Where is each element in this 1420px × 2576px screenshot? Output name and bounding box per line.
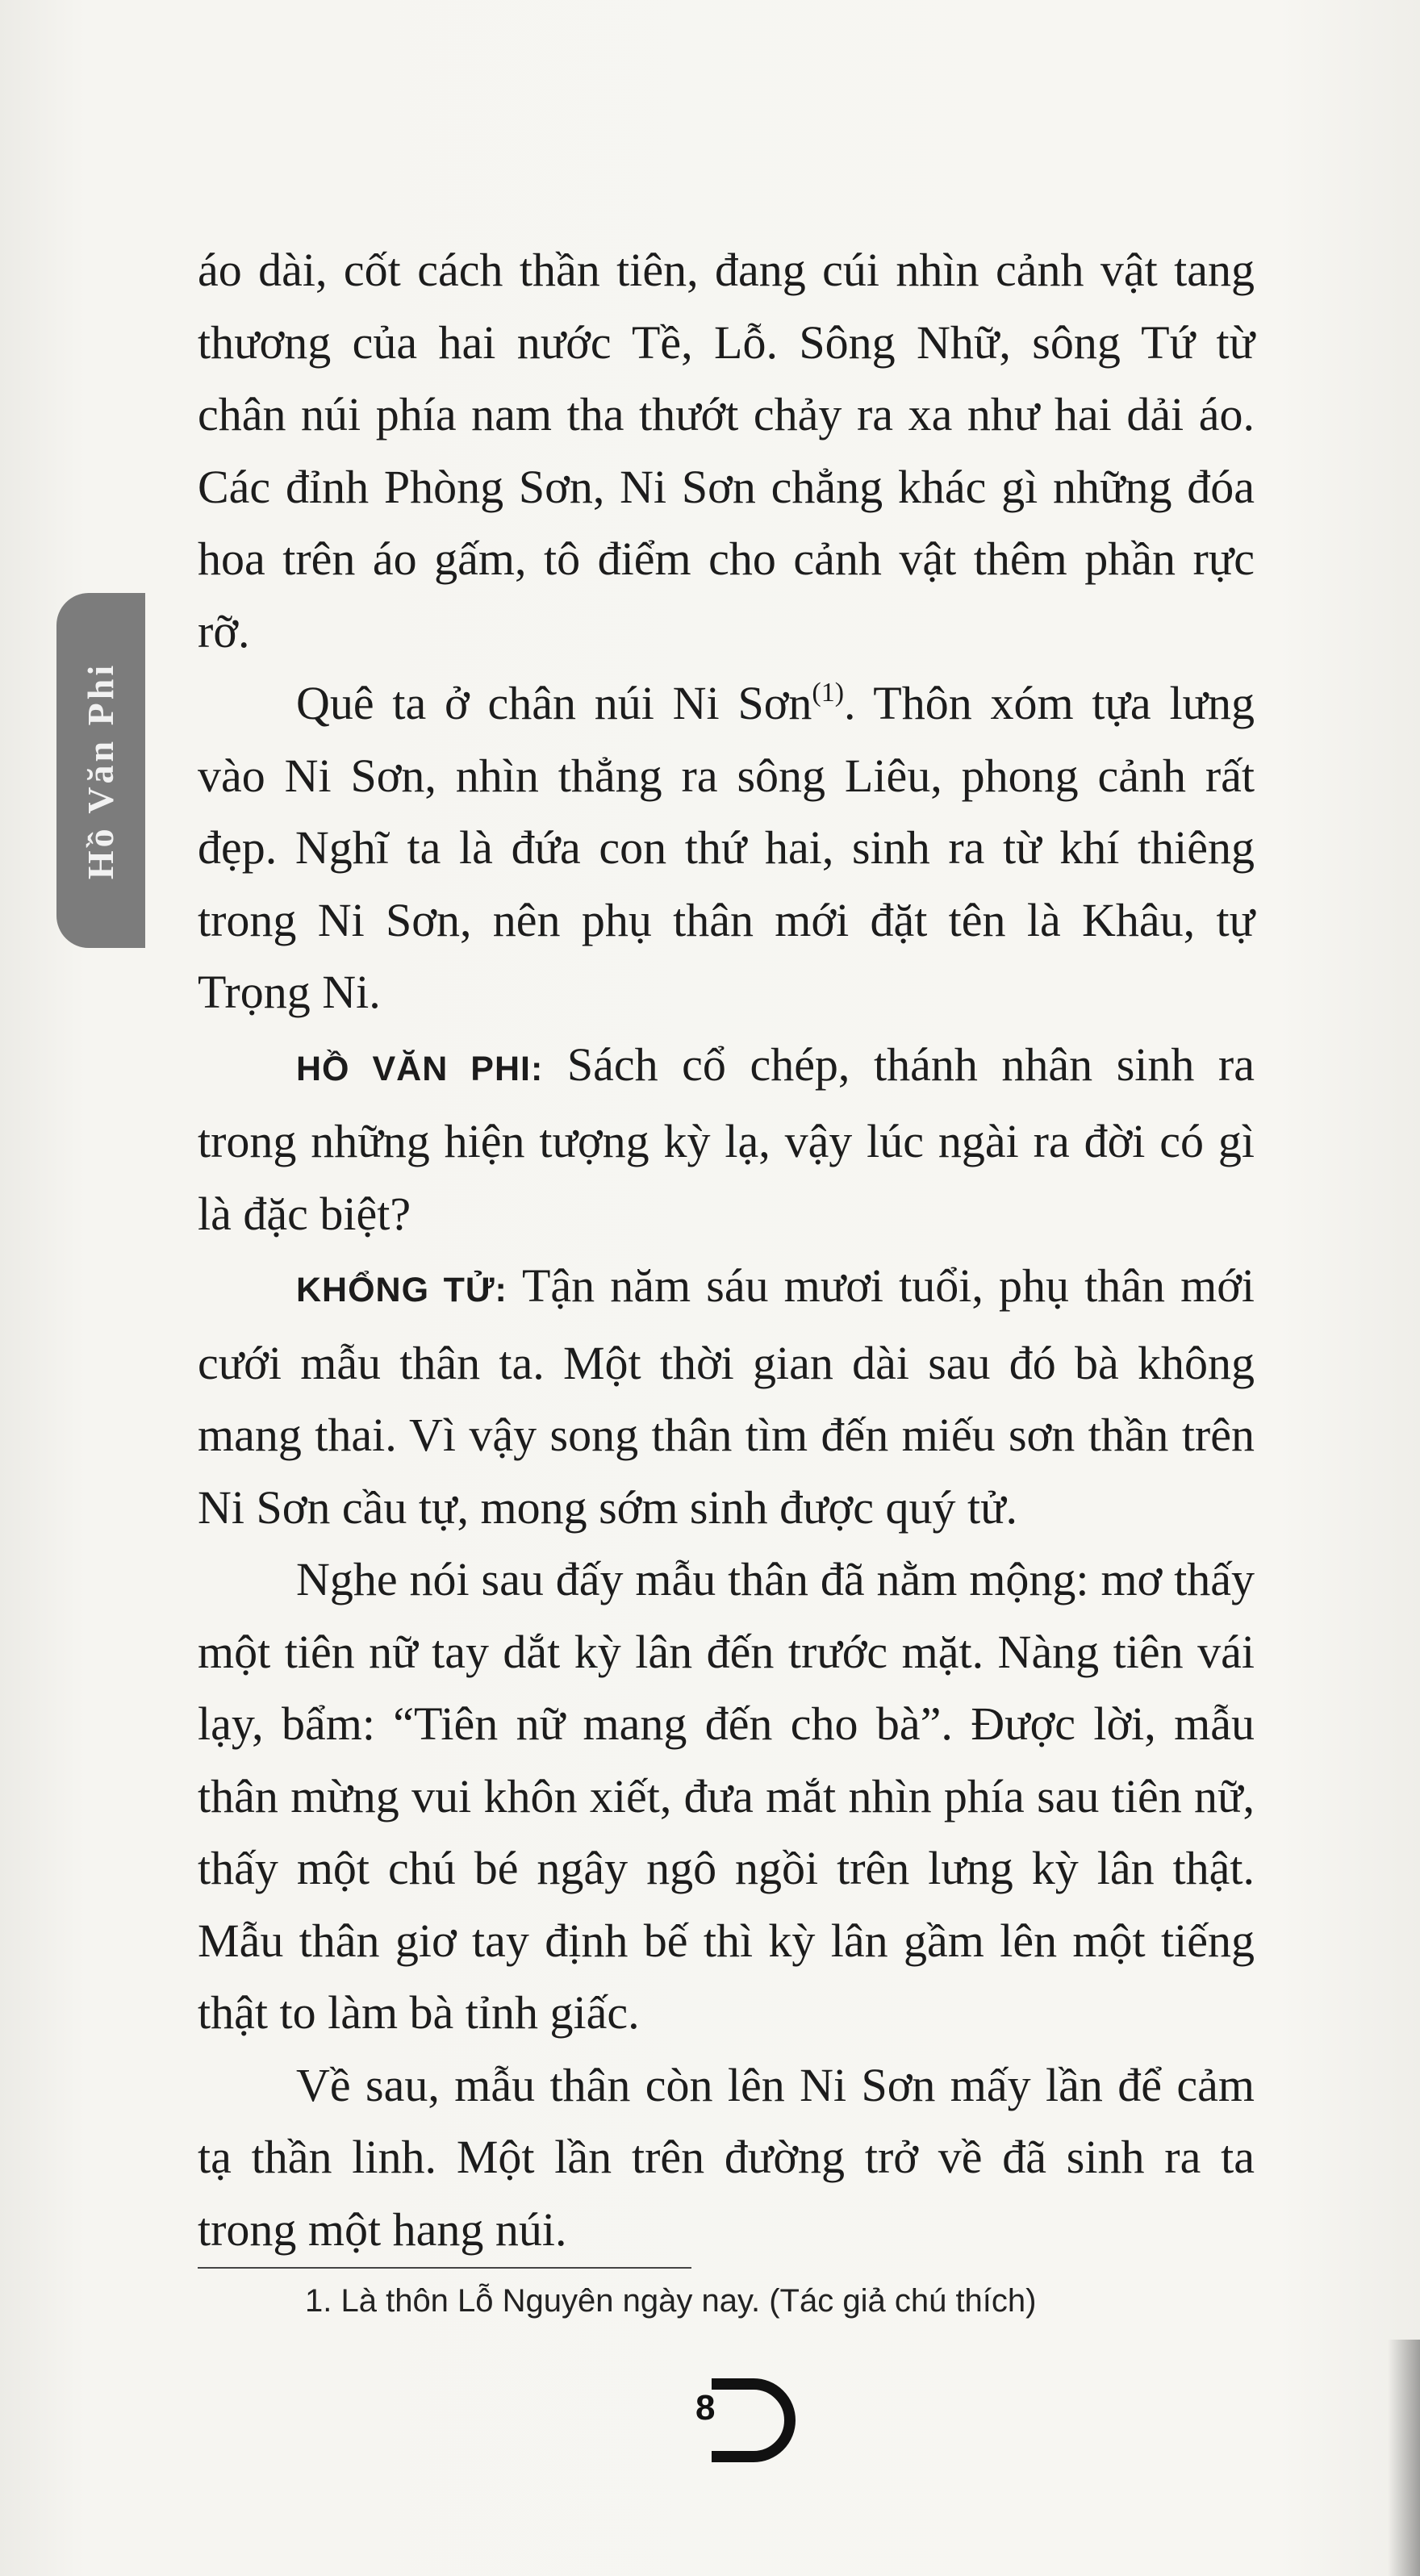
author-side-tab-label: Hồ Văn Phi (80, 662, 122, 879)
paragraph-4: KHỔNG TỬ: Tận năm sáu mươi tuổi, phụ thân mới cưới mẫu thân ta. Một thời gian dài sau đó bà không mang thai. Vì vậy song thân tìm đến miếu sơn thần trên Ni Sơn cầu tự, mong sớm sinh được quý tử. (198, 1259, 1255, 1534)
speaker-label: KHỔNG TỬ: (296, 1271, 507, 1309)
page-number: 8 (695, 2388, 716, 2428)
footnote-reference: (1) (812, 678, 845, 708)
paragraph-5: Nghe nói sau đấy mẫu thân đã nằm mộng: mơ thấy một tiên nữ tay dắt kỳ lân đến trước mặt. Nàng tiên vái lạy, bẩm: “Tiên nữ mang đến cho bà”. Được lời, mẫu thân mừng vui khôn xiết, đưa mắt nhìn phía sau tiên nữ, thấy một chú bé ngây ngô ngồi trên lưng kỳ lân thật. Mẫu thân giơ tay định bế thì kỳ lân gầm lên một tiếng thật to làm bà tỉnh giấc. (198, 1553, 1255, 2039)
speaker-label: HỒ VĂN PHI: (296, 1049, 544, 1088)
page-edge-shadow (1388, 2340, 1420, 2576)
paragraph-6: Về sau, mẫu thân còn lên Ni Sơn mấy lần để cảm tạ thần linh. Một lần trên đường trở về đã sinh ra ta trong một hang núi. (198, 2058, 1255, 2256)
body-text (198, 234, 1255, 2265)
footnote: 1. Là thôn Lỗ Nguyên ngày nay. (Tác giả chú thích) (305, 2283, 1037, 2319)
paragraph-3: HỒ VĂN PHI: Sách cổ chép, thánh nhân sinh ra trong những hiện tượng kỳ lạ, vậy lúc ngài ra đời có gì là đặc biệt? (198, 1037, 1255, 1240)
paragraph-1: áo dài, cốt cách thần tiên, đang cúi nhìn cảnh vật tang thương của hai nước Tề, Lỗ. Sông Nhữ, sông Tứ từ chân núi phía nam tha thướt chảy ra xa như hai dải áo. Các đỉnh Phòng Sơn, Ni Sơn chẳng khác gì những đóa hoa trên áo gấm, tô điểm cho cảnh vật thêm phần rực rỡ. (198, 244, 1255, 658)
paragraph-2: Quê ta ở chân núi Ni Sơn$^{(1)}$. Thôn xóm tựa lưng vào Ni Sơn, nhìn thẳng ra sông Liêu, phong cảnh rất đẹp. Nghĩ ta là đứa con thứ hai, sinh ra từ khí thiêng trong Ni Sơn, nên phụ thân mới đặt tên là Khâu, tự Trọng Ni. (198, 677, 1255, 1018)
author-side-tab (56, 593, 145, 948)
footnote-divider (198, 2267, 691, 2269)
